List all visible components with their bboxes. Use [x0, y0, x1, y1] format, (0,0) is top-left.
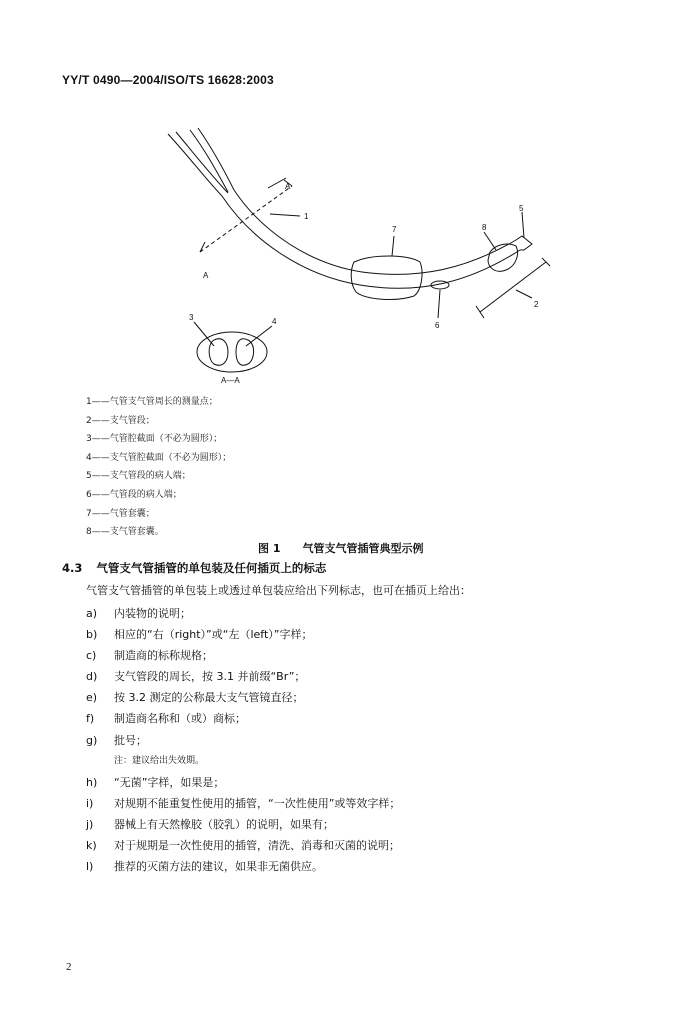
- legend-item: 6——气管段的病人端；: [86, 489, 182, 500]
- list-item: [86, 730, 400, 751]
- list-item: [86, 835, 400, 856]
- list-item-text: “无菌”字样，如果是；: [114, 775, 225, 789]
- list-item: [86, 708, 400, 729]
- list-item-text: 对规期不能重复性使用的插管，“一次性使用”或等效字样；: [114, 796, 401, 810]
- list-item: [86, 856, 400, 877]
- figure-caption-title: 气管支气管插管典型示例: [302, 542, 424, 555]
- list-item: [86, 687, 400, 708]
- legend-item: 8——支气管套囊。: [86, 527, 164, 538]
- legend-item: 3——气管腔截面（不必为圆形）；: [86, 434, 223, 445]
- list-item-text: 对于规期是一次性使用的插管，清洗、消毒和灭菌的说明；: [114, 839, 400, 853]
- callout-1: 1: [304, 212, 309, 221]
- callout-4: 4: [272, 317, 277, 326]
- section-label-bottom: A: [203, 271, 209, 280]
- list-marker: c): [86, 649, 97, 663]
- callout-2: 2: [534, 300, 539, 309]
- list-item-text: 制造商的标称规格；: [114, 649, 213, 663]
- callout-3: 3: [189, 313, 194, 322]
- list-item: [86, 793, 400, 814]
- standard-code-header: YY/T 0490—2004/ISO/TS 16628:2003: [62, 73, 274, 87]
- callout-8: 8: [482, 223, 487, 232]
- list-item: [86, 603, 400, 624]
- list-item: [86, 624, 400, 645]
- callout-5: 5: [519, 204, 524, 213]
- figure-caption: [258, 540, 423, 556]
- figure-caption-number: 图 1: [258, 542, 281, 555]
- list-marker: a): [86, 607, 98, 620]
- callout-7: 7: [392, 225, 397, 234]
- legend-item: 4——支气管腔截面（不必为圆形）；: [86, 452, 232, 463]
- list-marker: l): [86, 860, 94, 874]
- section-heading: [62, 560, 326, 576]
- page-number: 2: [66, 961, 72, 973]
- list-marker: e): [86, 691, 98, 705]
- list-marker: b): [86, 628, 98, 642]
- tube-figure: [0, 0, 700, 400]
- list-item-text: 批号；: [114, 733, 147, 747]
- list-item-text: 按 3.2 测定的公称最大支气管镜直径；: [114, 691, 304, 705]
- list-item-text: 支气管段的周长，按 3.1 并前缀“Br”；: [114, 670, 306, 684]
- section-number: 4.3: [62, 561, 83, 575]
- list-marker: i): [86, 796, 94, 810]
- marking-list: [86, 603, 400, 877]
- list-item-text: 推荐的灭菌方法的建议，如果非无菌供应。: [114, 860, 323, 874]
- list-item-text: 器械上有天然橡胶（胶乳）的说明，如果有；: [114, 817, 334, 831]
- section-label-top: A: [285, 182, 291, 191]
- legend-item: 2——支气管段；: [86, 415, 155, 426]
- list-item: [86, 772, 400, 793]
- legend-item: 5——支气管段的病人端；: [86, 471, 191, 482]
- section-title: 气管支气管插管的单包装及任何插页上的标志: [96, 561, 327, 575]
- list-item: [86, 814, 400, 835]
- note: 注：建议给出失效期。: [114, 755, 205, 766]
- list-item-text: 制造商名称和（或）商标；: [114, 712, 246, 726]
- list-marker: f): [86, 712, 95, 726]
- list-marker: h): [86, 775, 98, 789]
- legend-item: 1——气管支气管周长的测量点；: [86, 397, 218, 407]
- callout-6: 6: [435, 321, 440, 330]
- list-item: [86, 666, 400, 687]
- list-marker: d): [86, 670, 98, 684]
- list-marker: j): [86, 817, 94, 831]
- list-item-text: 内装物的说明；: [114, 607, 191, 620]
- list-marker: g): [86, 733, 98, 747]
- list-item-text: 相应的“右（right）”或“左（left）”字样；: [114, 628, 313, 642]
- section-view-label: A—A: [221, 376, 240, 385]
- legend-item: 7——气管套囊；: [86, 508, 155, 519]
- list-item: [86, 645, 400, 666]
- figure-legend: [86, 393, 231, 542]
- section-intro: 气管支气管插管的单包装上或透过单包装应给出下列标志，也可在插页上给出：: [86, 584, 471, 597]
- list-marker: k): [86, 839, 97, 853]
